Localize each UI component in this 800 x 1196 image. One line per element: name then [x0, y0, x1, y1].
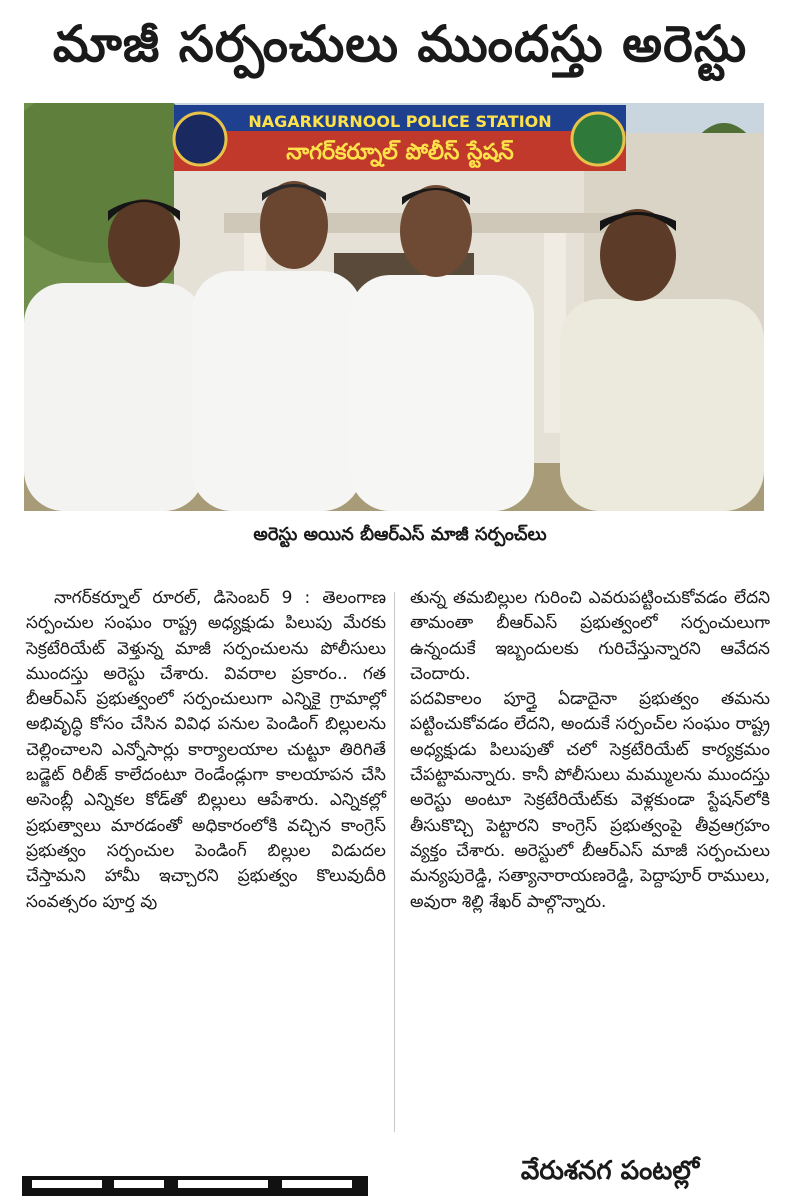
sign-telugu: నాగర్‌కర్నూల్ పోలీస్ స్టేషన్	[286, 140, 514, 165]
article-paragraph: పదవికాలం పూర్తై ఏడాదైనా ప్రభుత్వం తమను పట్టించుకోవడం లేదని, అందుకే సర్పంచ్‌ల సంఘం రాష్ట్ర అధ్యక్షుడు పిలుపుతో చలో సెక్రటేరియేట్ కార్యక్రమం చేపట్టామన్నారు. కానీ పోలీసులు మమ్ములను ముందస్తు అరెస్టు అంటూ సెక్రటేరియేట్‌కు వెళ్లకుండా స్టేషన్‌లోకి తీసుకొచ్చి పెట్టారని కాంగ్రెస్ ప్రభుత్వంపై తీవ్రఆగ్రహం వ్యక్తం చేశారు. అరెస్టులో బీఆర్ఎస్ మాజీ సర్పంచులు మన్యపురెడ్డి, సత్యానారాయణరెడ్డి, పెద్దాపూర్ రాములు, అవురా శిల్లి శేఖర్ పాల్గొన్నారు.	[410, 689, 770, 912]
article-paragraph: నాగర్‌కర్నూల్ రూరల్, డిసెంబర్ 9 : తెలంగాణ సర్పంచుల సంఘం రాష్ట్ర అధ్యక్షుడు పిలుపు మేరకు సెక్రటేరియేట్ వెళ్తున్న మాజీ సర్పంచులను పోలీసులు ముందస్తు అరెస్టు చేశారు. వివరాల ప్రకారం.. గత బీఆర్ఎస్ ప్రభుత్వంలో సర్పంచులుగా ఎన్నికై గ్రామాల్లో అభివృద్ధి కోసం చేసిన వివిధ పనుల పెండింగ్ బిల్లులను చెల్లించాలని ఎన్నోసార్లు కార్యాలయాల చుట్టూ తిరిగితే బడ్జెట్ రిలీజ్ కాలేదంటూ రెండేండ్లుగా కాలయాపన చేసి అసెంబ్లీ ఎన్నికల కోడ్‌తో బిల్లులు ఆపేశారు. ఎన్నికల్లో ప్రభుత్వాలు మారడంతో అధికారంలోకి వచ్చిన కాంగ్రెస్ ప్రభుత్వం సర్పంచుల పెండింగ్ బిల్లుల విడుదల చేస్తామని హామీ ఇచ్చారని ప్రభుత్వం కొలువుదీరి సంవత్సరం పూర్త వు	[26, 588, 386, 912]
next-article-banner	[22, 1176, 368, 1196]
photo-caption: అరెస్టు అయిన బీఆర్ఎస్ మాజీ సర్పంచ్‌లు	[253, 523, 547, 545]
article-column-left	[26, 586, 386, 1106]
sign-english: NAGARKURNOOL POLICE STATION	[248, 112, 552, 131]
article-paragraph: తున్న తమబిల్లుల గురించి ఎవరుపట్టించుకోవడం లేదని తామంతా బీఆర్ఎస్ ప్రభుత్వంలో సర్పంచులుగా ఉన్నందుకే ఇబ్బందులకు గురిచేస్తున్నారని ఆవేదన చెందారు.	[410, 588, 770, 684]
news-photo	[24, 103, 764, 511]
article-column-right	[410, 586, 770, 1106]
next-article-headline: వేరుశనగ పంటల్లో	[520, 1156, 700, 1186]
column-divider	[394, 592, 395, 1132]
headline: మాజీ సర్పంచులు ముందస్తు అరెస్టు	[52, 14, 748, 73]
